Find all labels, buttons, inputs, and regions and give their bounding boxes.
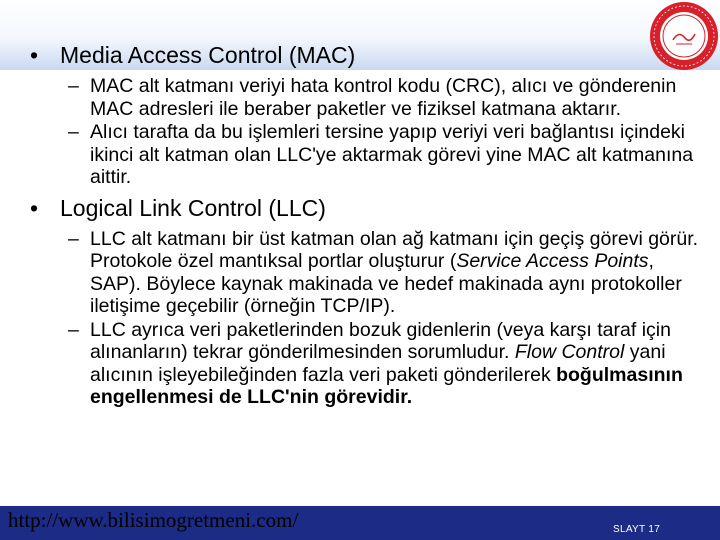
sub-bullet-text xyxy=(90,75,702,120)
sub-bullet-marker: – xyxy=(68,227,79,250)
text-run: yani alıcının işleyebileğinden fazla veri paketi gönderilerek xyxy=(90,341,666,386)
sub-bullet xyxy=(68,121,702,189)
sub-bullet-marker: – xyxy=(68,121,79,143)
text-run: Alıcı tarafta da bu işlemleri tersine yapıp veriyi veri bağlantısı içindeki ikinci alt katman olan LLC'ye aktarmak görevi yine MAC alt katmanına aittir. xyxy=(90,121,694,188)
sub-bullet xyxy=(68,228,702,318)
sub-bullet-text xyxy=(90,319,702,409)
text-run: LLC alt katmanı bir üst katman olan ağ katmanı için geçiş görevi görür. Protokole özel mantıksal portlar oluşturur ( xyxy=(90,227,699,272)
text-run: , SAP). Böylece kaynak makinada ve hedef makinada aynı protokoller iletişime geçebilir (örneğin TCP/IP). xyxy=(90,250,682,317)
bullet-marker: • xyxy=(30,194,39,221)
sub-bullet-marker: – xyxy=(68,75,79,97)
sub-bullet-text xyxy=(90,121,702,189)
slide-content xyxy=(22,42,702,410)
bullet-marker: • xyxy=(30,42,39,68)
sub-bullet xyxy=(68,319,702,409)
text-run: boğulmasının engellenmesi de LLC'nin görevidir. xyxy=(90,363,683,408)
text-run: LLC ayrıca veri paketlerinden bozuk gidenlerin (veya karşı taraf için alınanların) tekrar gönderilmesinden sorumludur. xyxy=(90,318,671,363)
sub-bullet-marker: – xyxy=(68,318,79,341)
bullet-heading xyxy=(22,42,702,69)
footer-url[interactable]: http://www.bilisimogretmeni.com/ xyxy=(8,508,299,532)
text-run: Flow Control xyxy=(514,341,625,363)
sub-bullet xyxy=(68,75,702,120)
bullet-heading xyxy=(22,195,702,222)
bullet-heading-text: Media Access Control (MAC) xyxy=(60,42,356,68)
bullet-list xyxy=(22,42,702,409)
sub-bullet-text xyxy=(90,228,702,318)
text-run: MAC alt katmanı veriyi hata kontrol kodu (CRC), alıcı ve gönderenin MAC adresleri ile beraber paketler ve fiziksel katmana aktarır. xyxy=(90,75,677,120)
bullet-heading-text: Logical Link Control (LLC) xyxy=(60,194,326,221)
text-run: Service Access Points xyxy=(456,250,649,272)
slide-number: SLAYT 17 xyxy=(613,524,661,535)
